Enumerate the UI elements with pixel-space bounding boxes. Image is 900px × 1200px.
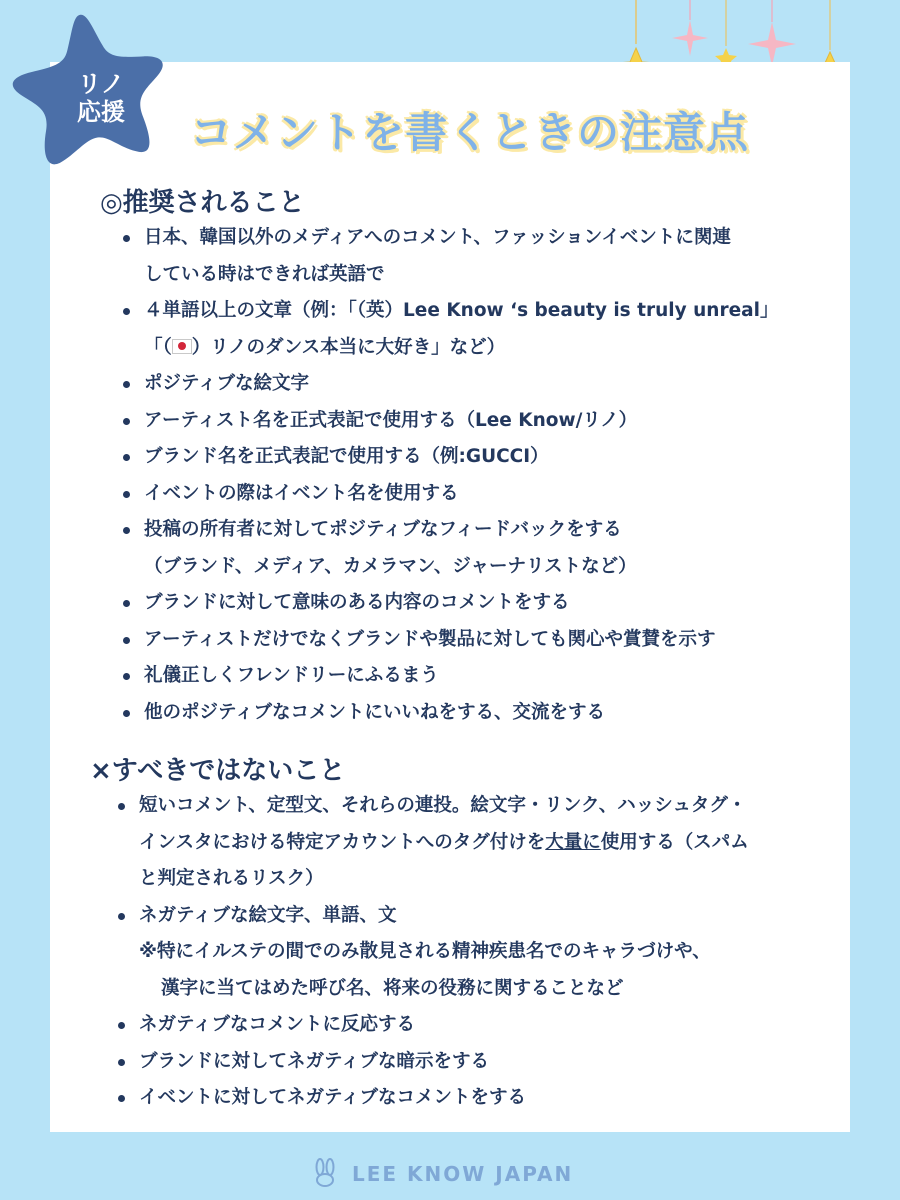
item-text: ネガティブな絵文字、単語、文 (139, 904, 397, 926)
item-text: 「（ (144, 336, 172, 358)
item-text: ブランドに対して意味のある内容のコメントをする (144, 592, 570, 613)
item-text-underlined: 大量に (545, 831, 601, 853)
badge-line2: 応援 (77, 98, 125, 126)
item-text: インスタにおける特定アカウントへのタグ付けを (139, 831, 546, 853)
list-item (120, 366, 820, 403)
item-text: ネガティブなコメントに反応する (139, 1014, 416, 1035)
item-text: 使用する（スパム (600, 831, 749, 853)
item-text: 短いコメント、定型文、それらの連投。絵文字・リンク、ハッシュタグ・ (139, 795, 747, 816)
footer-brand: LEE KNOW JAPAN (352, 1162, 574, 1186)
list-item (120, 695, 820, 732)
recommended-list (120, 220, 820, 731)
rabbit-icon (310, 1158, 340, 1188)
item-text: と判定されるリスク） (139, 868, 324, 889)
list-item (120, 658, 820, 695)
badge-label (46, 70, 156, 126)
item-note: 漢字に当てはめた呼び名、将来の役務に関することなど (161, 977, 624, 999)
avoid-list (115, 788, 820, 1117)
item-text: 投稿の所有者に対してポジティブなフィードバックをする (144, 519, 622, 540)
list-item (115, 1044, 820, 1081)
badge-line1: リノ (77, 70, 125, 98)
list-item (120, 403, 820, 440)
item-text: している時はできれば英語で (144, 263, 385, 285)
item-text: 礼儀正しくフレンドリーにふるまう (144, 665, 439, 686)
list-item (120, 512, 820, 585)
item-text: アーティストだけでなくブランドや製品に対しても関心や賞賛を示す (144, 628, 716, 650)
item-text: ブランド名を正式表記で使用する（例:GUCCI） (144, 446, 549, 467)
item-text: ）リノのダンス本当に大好き」など） (191, 336, 506, 358)
item-text: ブランドに対してネガティブな暗示をする (139, 1050, 490, 1072)
item-note: ※特にイルステの間でのみ散見される精神疾患名でのキャラづけや、 (139, 941, 711, 962)
item-text: アーティスト名を正式表記で使用する（Lee Know/リノ） (144, 409, 638, 431)
item-text: ポジティブな絵文字 (144, 373, 310, 394)
list-item (120, 622, 820, 659)
list-item (115, 788, 820, 898)
list-item (115, 1080, 820, 1117)
list-item (120, 585, 820, 622)
badge-star (6, 6, 176, 176)
item-text: イベントに対してネガティブなコメントをする (139, 1087, 527, 1108)
list-item (115, 898, 820, 1008)
recommended-heading: ◎推奨されること (100, 188, 305, 218)
avoid-heading: ×すべきではないこと (90, 756, 346, 786)
item-text: （ブランド、メディア、カメラマン、ジャーナリストなど） (144, 555, 637, 577)
footer (310, 1158, 610, 1188)
item-text: 他のポジティブなコメントにいいねをする、交流をする (144, 701, 606, 723)
list-item (120, 220, 820, 293)
item-text: 日本、韓国以外のメディアへのコメント、ファッションイベントに関連 (144, 227, 731, 248)
page-title: コメントを書くときの注意点 (190, 108, 750, 157)
item-text: イベントの際はイベント名を使用する (144, 482, 459, 504)
japan-flag-icon (172, 339, 192, 354)
list-item (115, 1007, 820, 1044)
item-text: ４単語以上の文章（例：「（英）Lee Know ‘s beauty is truly unreal」 (144, 300, 779, 321)
list-item (120, 293, 820, 366)
list-item (120, 439, 820, 476)
list-item (120, 476, 820, 513)
